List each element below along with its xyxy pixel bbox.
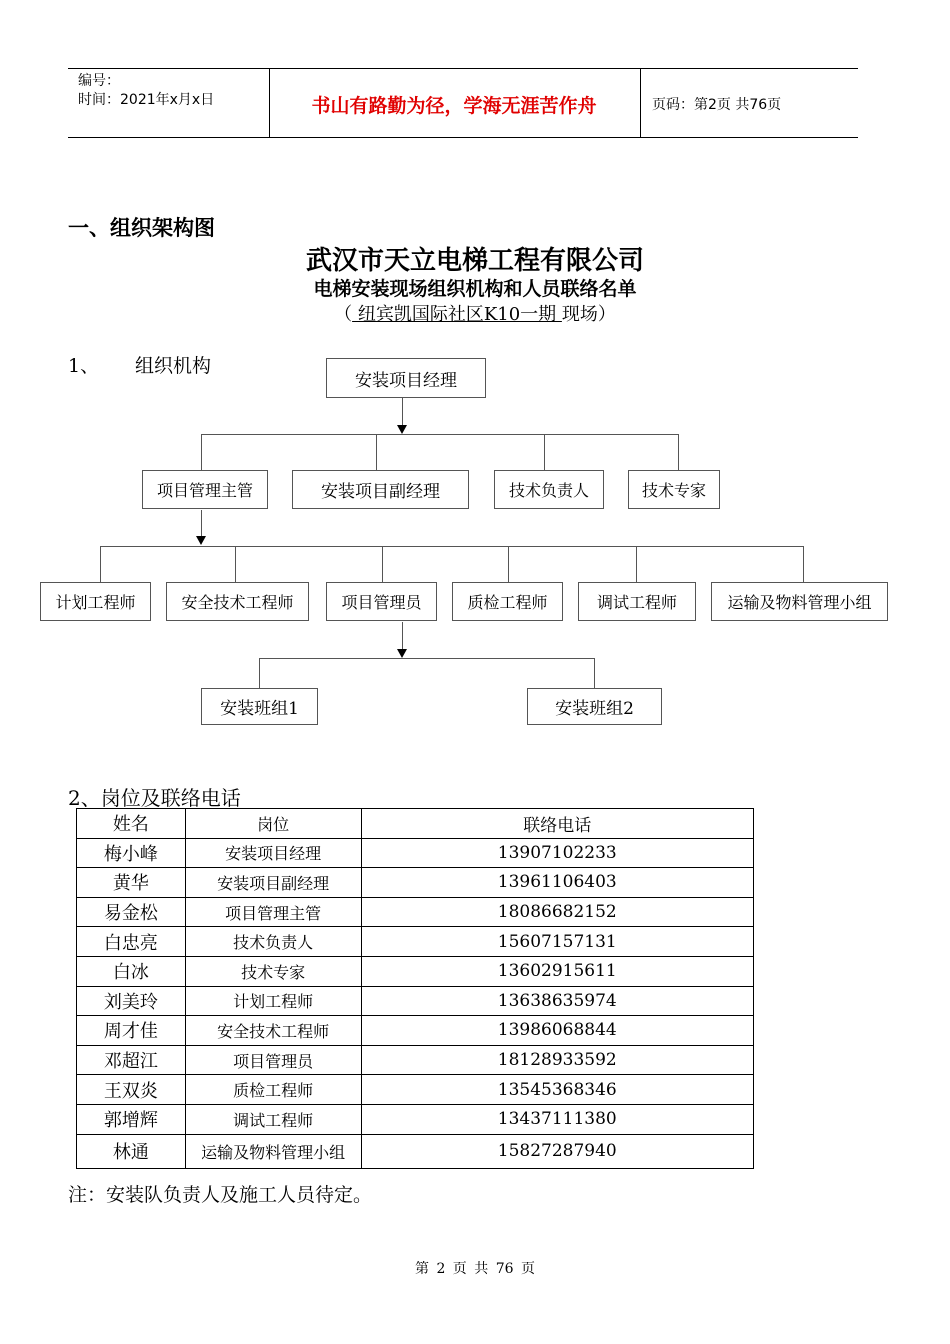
contact-phone: 13638635974 (361, 986, 754, 1016)
connector-line (636, 546, 637, 582)
arrow-icon (397, 649, 407, 658)
org-box-level2: 项目管理主管 (142, 470, 268, 509)
site-line (0, 300, 950, 326)
org-section-title: 组织机构 (135, 355, 212, 377)
contact-phone: 18128933592 (361, 1045, 754, 1075)
contacts-table-body (77, 838, 754, 1168)
connector-line (803, 546, 804, 582)
contact-name: 王双炎 (77, 1075, 186, 1105)
site-open: （ (334, 304, 353, 325)
number-label: 编号： (78, 73, 120, 89)
contact-position: 质检工程师 (185, 1075, 361, 1105)
contact-name: 邓超江 (77, 1045, 186, 1075)
contact-name: 周才佳 (77, 1016, 186, 1046)
contact-position: 运输及物料管理小组 (185, 1134, 361, 1168)
contact-phone: 13545368346 (361, 1075, 754, 1105)
contact-phone: 18086682152 (361, 897, 754, 927)
contact-position: 调试工程师 (185, 1104, 361, 1134)
contact-phone: 13602915611 (361, 956, 754, 986)
org-box-level3: 运输及物料管理小组 (711, 582, 888, 621)
header-divider (640, 69, 641, 137)
contact-phone: 15827287940 (361, 1134, 754, 1168)
contact-name: 白冰 (77, 956, 186, 986)
connector-line (201, 434, 202, 470)
connector-line (402, 622, 403, 650)
table-row (77, 1045, 754, 1075)
contact-name: 白忠亮 (77, 927, 186, 957)
org-section-number: 1、 (68, 355, 100, 377)
contact-position: 安全技术工程师 (185, 1016, 361, 1046)
table-row (77, 1134, 754, 1168)
contact-name: 梅小峰 (77, 838, 186, 868)
connector-line (235, 546, 236, 582)
connector-line (259, 658, 260, 688)
contact-position: 技术负责人 (185, 927, 361, 957)
column-header: 联络电话 (361, 809, 754, 839)
table-row (77, 868, 754, 898)
org-box-level4: 安装班组1 (201, 688, 318, 725)
org-box-level4: 安装班组2 (527, 688, 662, 725)
org-section-heading (68, 351, 212, 378)
column-header: 岗位 (185, 809, 361, 839)
column-header: 姓名 (77, 809, 186, 839)
org-box-level3: 安全技术工程师 (166, 582, 309, 621)
document-subtitle: 电梯安装现场组织机构和人员联络名单 (313, 278, 637, 300)
contact-name: 易金松 (77, 897, 186, 927)
arrow-icon (196, 536, 206, 545)
time-label: 时间：2021年x月x日 (78, 92, 215, 108)
header-meta (78, 72, 214, 110)
table-row (77, 897, 754, 927)
connector-line (100, 546, 804, 547)
org-box-root: 安装项目经理 (326, 358, 486, 398)
connector-line (382, 546, 383, 582)
contact-phone: 15607157131 (361, 927, 754, 957)
contact-phone: 13437111380 (361, 1104, 754, 1134)
contacts-section-heading: 2、岗位及联络电话 (68, 786, 241, 810)
org-box-level3: 项目管理员 (326, 582, 437, 621)
page-header (68, 68, 858, 138)
contact-phone: 13907102233 (361, 838, 754, 868)
section-title: 一、组织架构图 (68, 216, 215, 240)
site-name: 纽宾凯国际社区K10一期 (352, 304, 562, 325)
table-row (77, 927, 754, 957)
connector-line (100, 546, 101, 582)
connector-line (201, 434, 679, 435)
contact-name: 郭增辉 (77, 1104, 186, 1134)
note: 注：安装队负责人及施工人员待定。 (68, 1184, 373, 1206)
contact-position: 安装项目经理 (185, 838, 361, 868)
arrow-icon (397, 425, 407, 434)
contacts-table (76, 808, 754, 1169)
page-footer: 第 2 页 共 76 页 (415, 1261, 535, 1277)
contact-position: 技术专家 (185, 956, 361, 986)
contact-name: 林通 (77, 1134, 186, 1168)
org-box-level3: 计划工程师 (40, 582, 151, 621)
contact-position: 项目管理员 (185, 1045, 361, 1075)
org-box-level3: 质检工程师 (452, 582, 563, 621)
contact-name: 黄华 (77, 868, 186, 898)
connector-line (259, 658, 595, 659)
table-row (77, 1104, 754, 1134)
org-box-level2: 技术负责人 (494, 470, 604, 509)
connector-line (402, 397, 403, 427)
contact-phone: 13961106403 (361, 868, 754, 898)
connector-line (376, 434, 377, 470)
connector-line (508, 546, 509, 582)
org-box-level3: 调试工程师 (578, 582, 696, 621)
table-row (77, 1075, 754, 1105)
table-row (77, 956, 754, 986)
table-row (77, 1016, 754, 1046)
header-motto: 书山有路勤为径，学海无涯苦作舟 (311, 95, 597, 117)
connector-line (544, 434, 545, 470)
header-page-number: 页码：第2页 共76页 (652, 97, 782, 113)
contact-position: 安装项目副经理 (185, 868, 361, 898)
contact-phone: 13986068844 (361, 1016, 754, 1046)
table-row (77, 838, 754, 868)
connector-line (594, 658, 595, 688)
connector-line (678, 434, 679, 470)
table-header-row (77, 809, 754, 839)
site-close: 现场） (561, 304, 616, 325)
contact-position: 计划工程师 (185, 986, 361, 1016)
connector-line (201, 510, 202, 536)
table-row (77, 986, 754, 1016)
company-name: 武汉市天立电梯工程有限公司 (305, 246, 644, 276)
org-box-level2: 安装项目副经理 (292, 470, 469, 509)
contact-name: 刘美玲 (77, 986, 186, 1016)
org-box-level2: 技术专家 (628, 470, 720, 509)
contact-position: 项目管理主管 (185, 897, 361, 927)
